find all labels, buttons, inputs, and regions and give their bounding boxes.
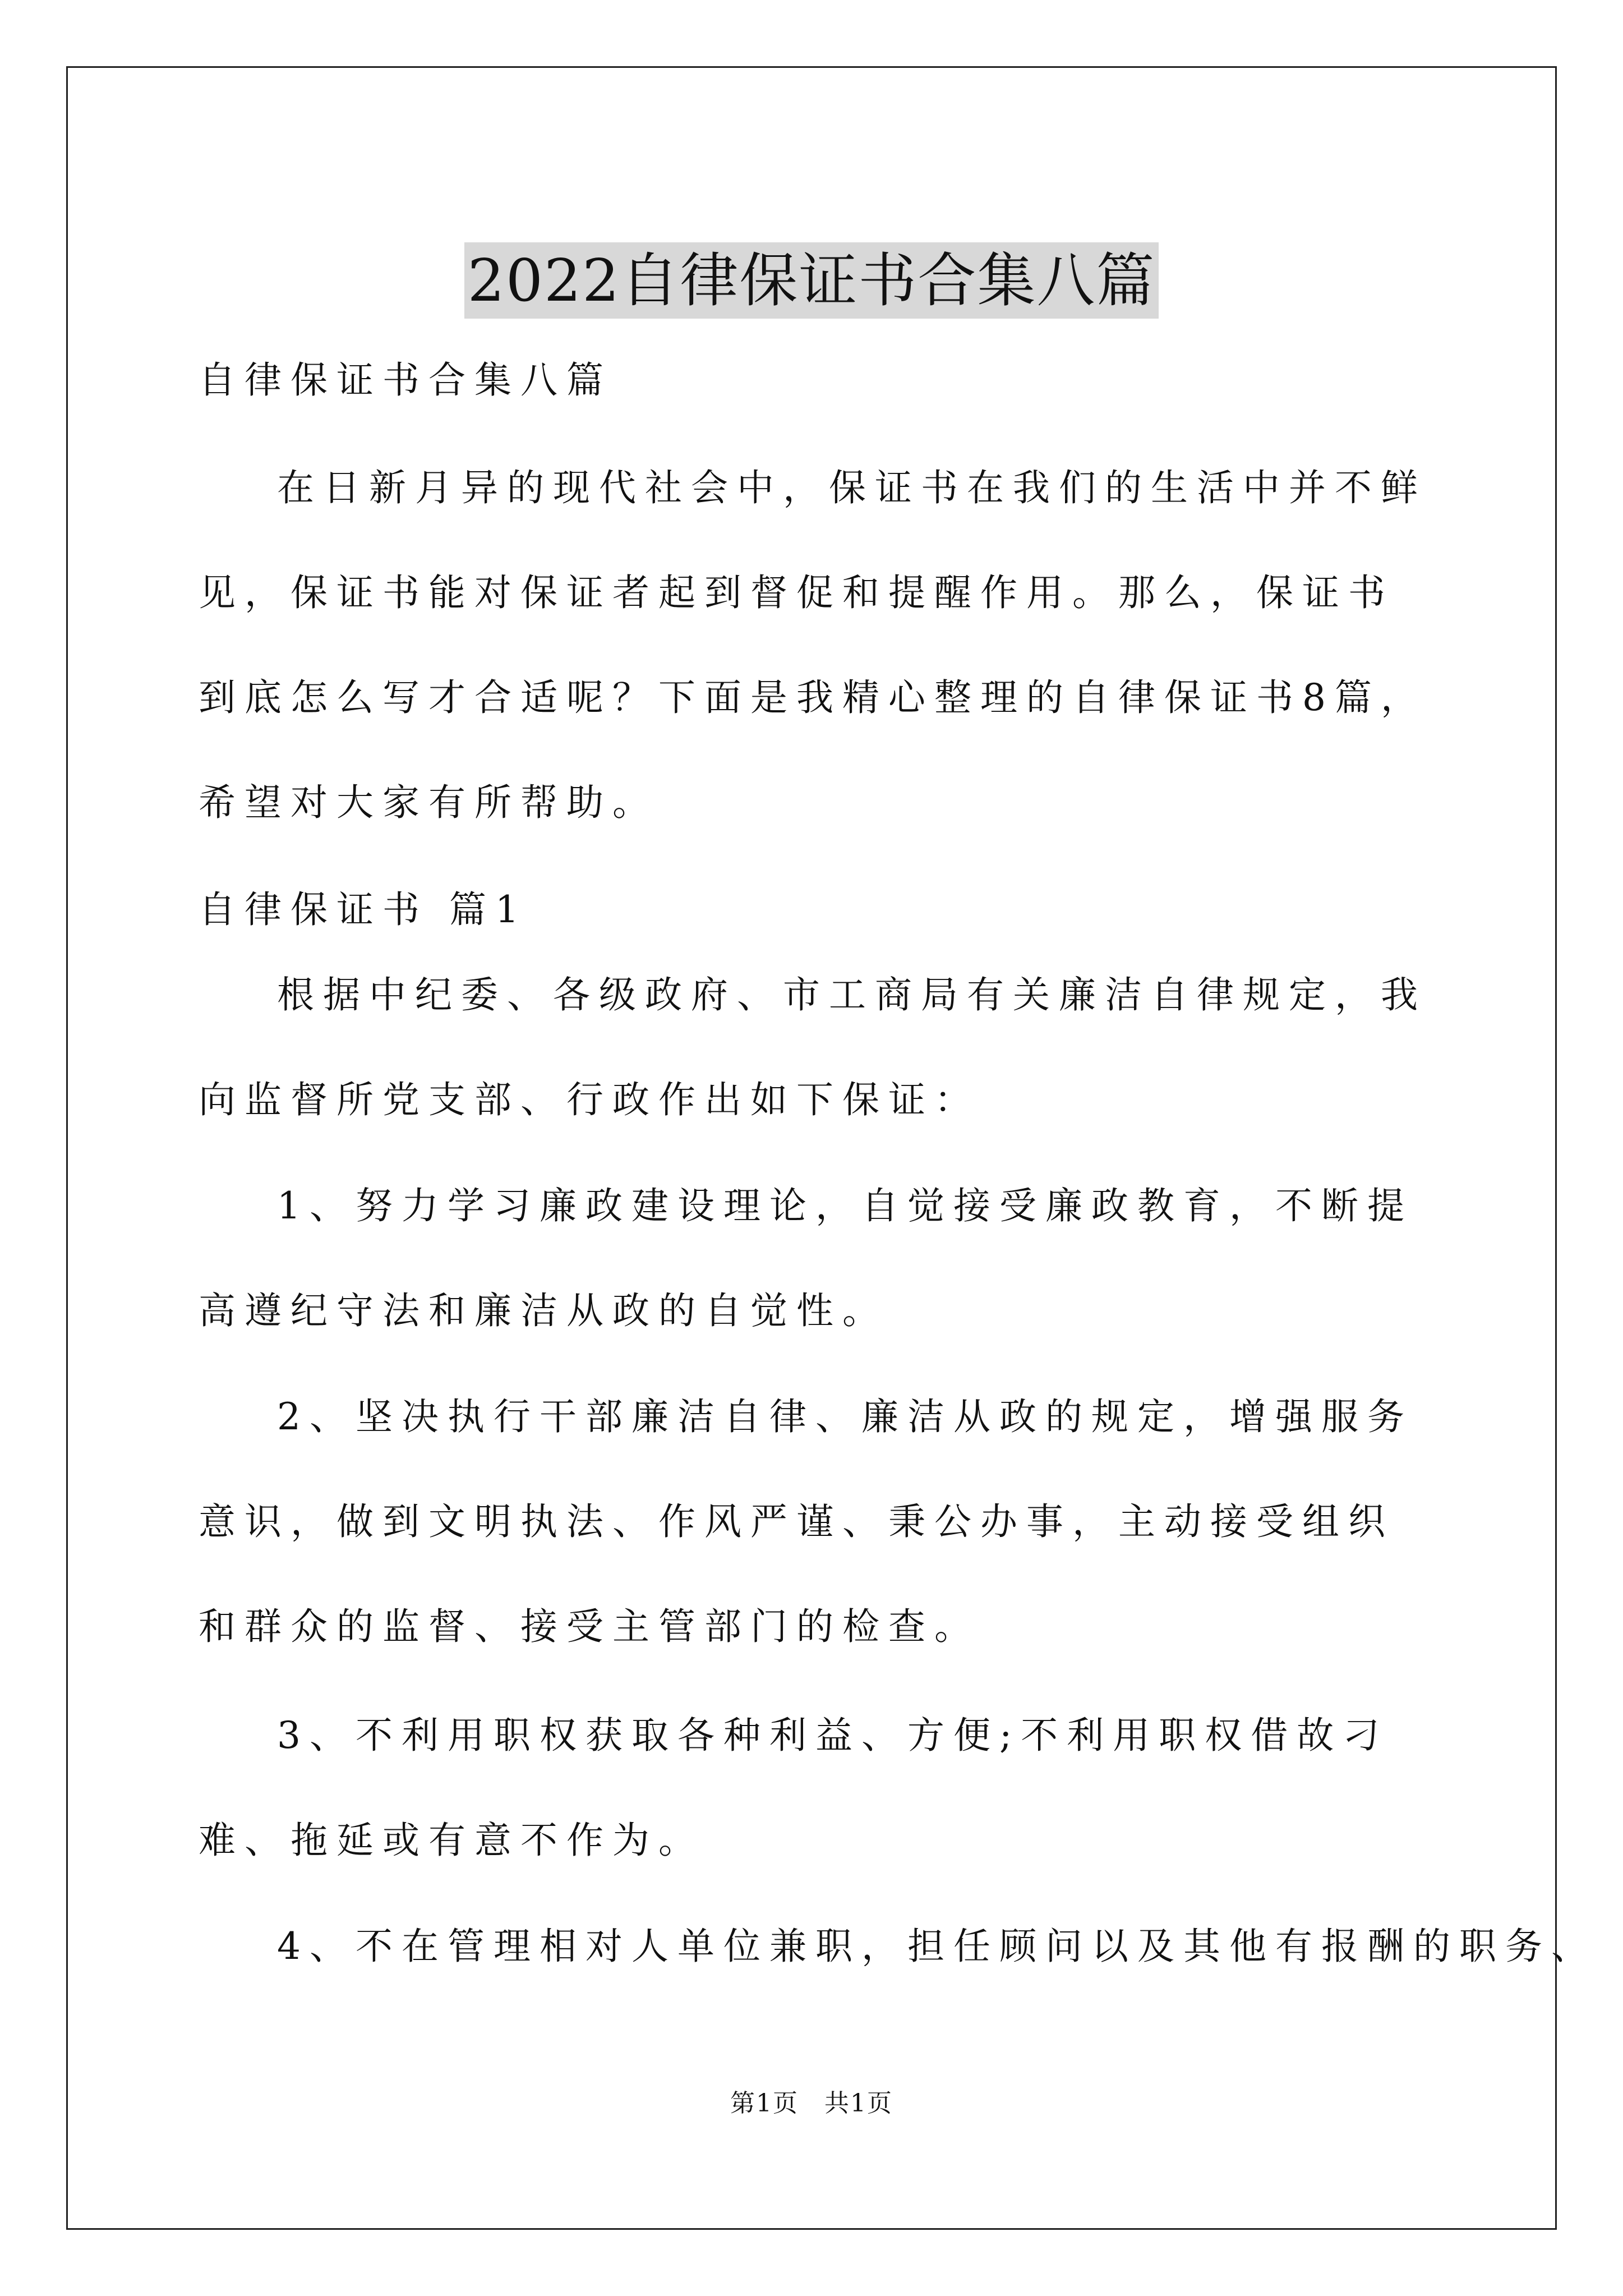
pledge-item-4: 4、不在管理相对人单位兼职，担任顾问以及其他有报酬的职务、 — [277, 1925, 1597, 1968]
document-title: 2022自律保证书合集八篇 — [464, 242, 1159, 319]
page-footer: 第1页 共1页 — [730, 2089, 893, 2118]
document-subtitle: 自律保证书合集八篇 — [199, 358, 612, 402]
section-heading: 自律保证书 篇1 — [199, 888, 528, 931]
pledge-item-2: 2、坚决执行干部廉洁自律、廉洁从政的规定，增强服务意识，做到文明执法、作风严谨、秉公办事，主动接受组织和群众的监督、接受主管部门的检查。 — [199, 1395, 1413, 1648]
intro-paragraph: 在日新月异的现代社会中，保证书在我们的生活中并不鲜见，保证书能对保证者起到督促和提醒作用。那么，保证书到底怎么写才合适呢？下面是我精心整理的自律保证书8篇，希望对大家有所帮助。 — [199, 466, 1427, 824]
pledge-item-1: 1、努力学习廉政建设理论，自觉接受廉政教育，不断提高遵纪守法和廉洁从政的自觉性。 — [199, 1184, 1413, 1332]
pledge-item-3: 3、不利用职权获取各种利益、方便;不利用职权借故刁难、拖延或有意不作为。 — [199, 1714, 1389, 1862]
basis-paragraph: 根据中纪委、各级政府、市工商局有关廉洁自律规定，我向监督所党支部、行政作出如下保证： — [199, 973, 1427, 1121]
